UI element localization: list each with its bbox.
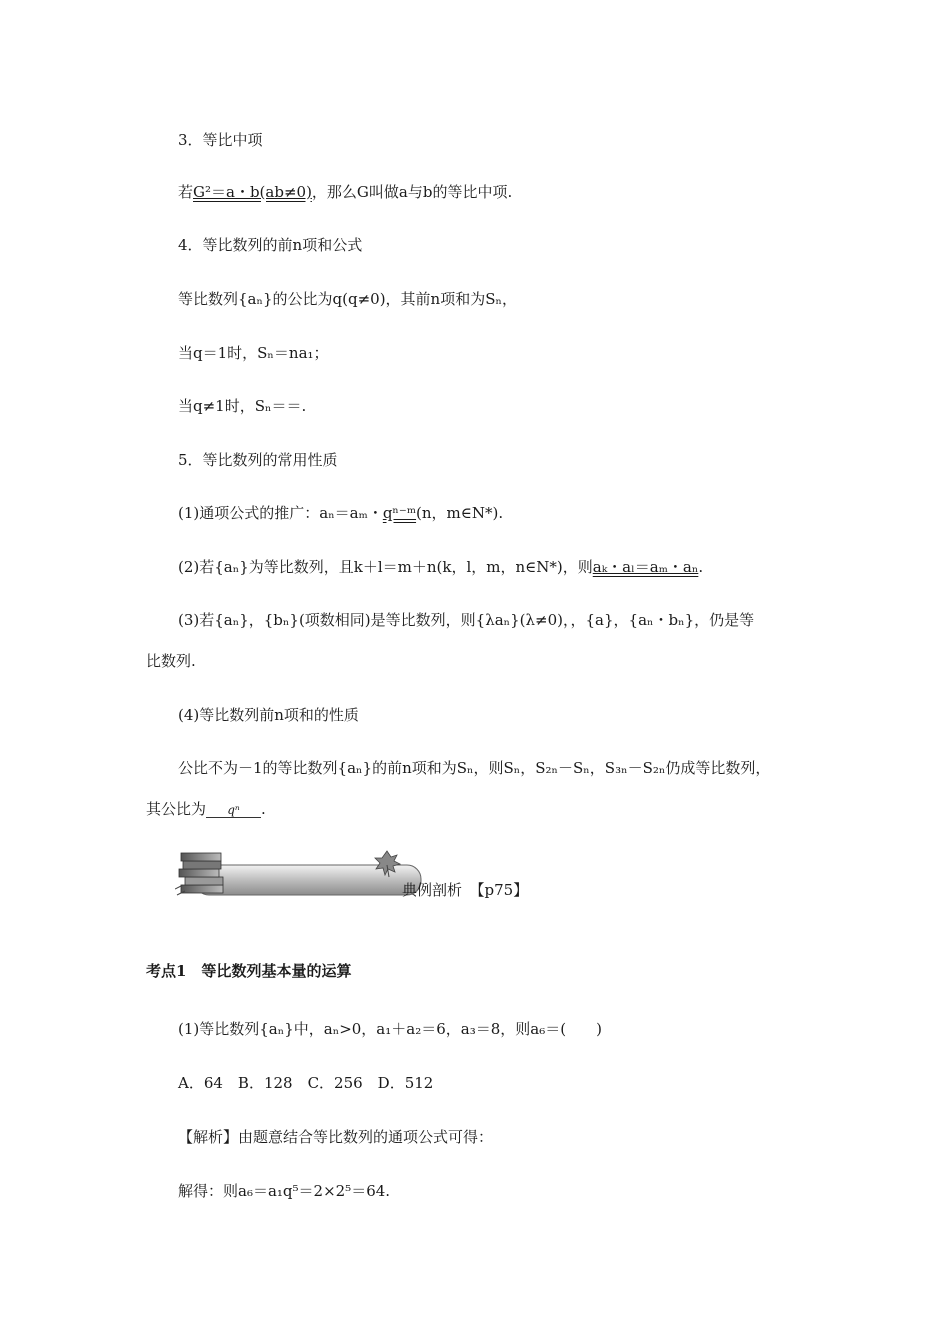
answer-blank: qⁿ [206,803,261,818]
topic-heading: 考点1 等比数列基本量的运算 [146,962,352,980]
section-5-paragraph-1 [178,503,503,523]
formula-underlined: aₖ・aₗ＝aₘ・aₙ [592,558,699,576]
question-1: (1)等比数列{aₙ}中，aₙ>0，a₁＋a₂＝6，a₃＝8，则a₆＝( ) [178,1020,602,1038]
text-fragment: . [261,800,266,818]
section-5-paragraph-3-line-1: (3)若{aₙ}，{bₙ}(项数相同)是等比数列，则{λaₙ}(λ≠0)，，{a}，{aₙ・bₙ}，仍是等 [178,611,755,629]
section-5-paragraph-5-line-1: 公比不为－1的等比数列{aₙ}的前n项和为Sₙ，则Sₙ，S₂ₙ－Sₙ，S₃ₙ－S₂ₙ仍成等比数列， [178,759,771,777]
section-3-heading: 3．等比中项 [178,131,263,149]
section-4-paragraph-3: 当q≠1时，Sₙ＝＝. [178,397,307,415]
section-5-paragraph-4: (4)等比数列前n项和的性质 [178,706,359,724]
solution-text: 解得：则a₆＝a₁q⁵＝2×2⁵＝64. [178,1182,391,1200]
section-4-heading: 4．等比数列的前n项和公式 [178,236,363,254]
text-fragment: . [698,558,704,576]
section-3-paragraph [178,182,512,202]
section-4-paragraph-2: 当q＝1时，Sₙ＝na₁； [178,344,329,362]
text-fragment: (n，m∈N*). [416,504,504,522]
text-fragment: ，那么G叫做a与b的等比中项. [311,183,513,201]
analysis-text: 【解析】由题意结合等比数列的通项公式可得： [178,1128,494,1146]
formula-underlined: G²＝a・b(ab≠0) [193,183,312,201]
section-5-paragraph-2 [178,557,703,577]
book-stack-icon [175,853,223,895]
text-fragment: (2)若{aₙ}为等比数列，且k＋l＝m＋n(k，l，m，n∈N*)，则 [178,558,593,576]
section-5-paragraph-5-line-2 [146,799,266,819]
section-5-heading: 5．等比数列的常用性质 [178,451,338,469]
formula-underlined: qⁿ⁻ᵐ [382,504,417,522]
section-4-paragraph-1: 等比数列{aₙ}的公比为q(q≠0)，其前n项和为Sₙ， [178,290,517,308]
text-fragment: 若 [178,183,194,201]
text-fragment: 其公比为 [146,800,207,818]
section-banner-label: 典例剖析 【p75】 [402,881,529,899]
question-1-options: A．64 B．128 C．256 D．512 [178,1074,434,1092]
section-5-paragraph-3-line-2: 比数列. [146,652,196,670]
text-fragment: (1)通项公式的推广：aₙ＝aₘ・ [178,504,383,522]
